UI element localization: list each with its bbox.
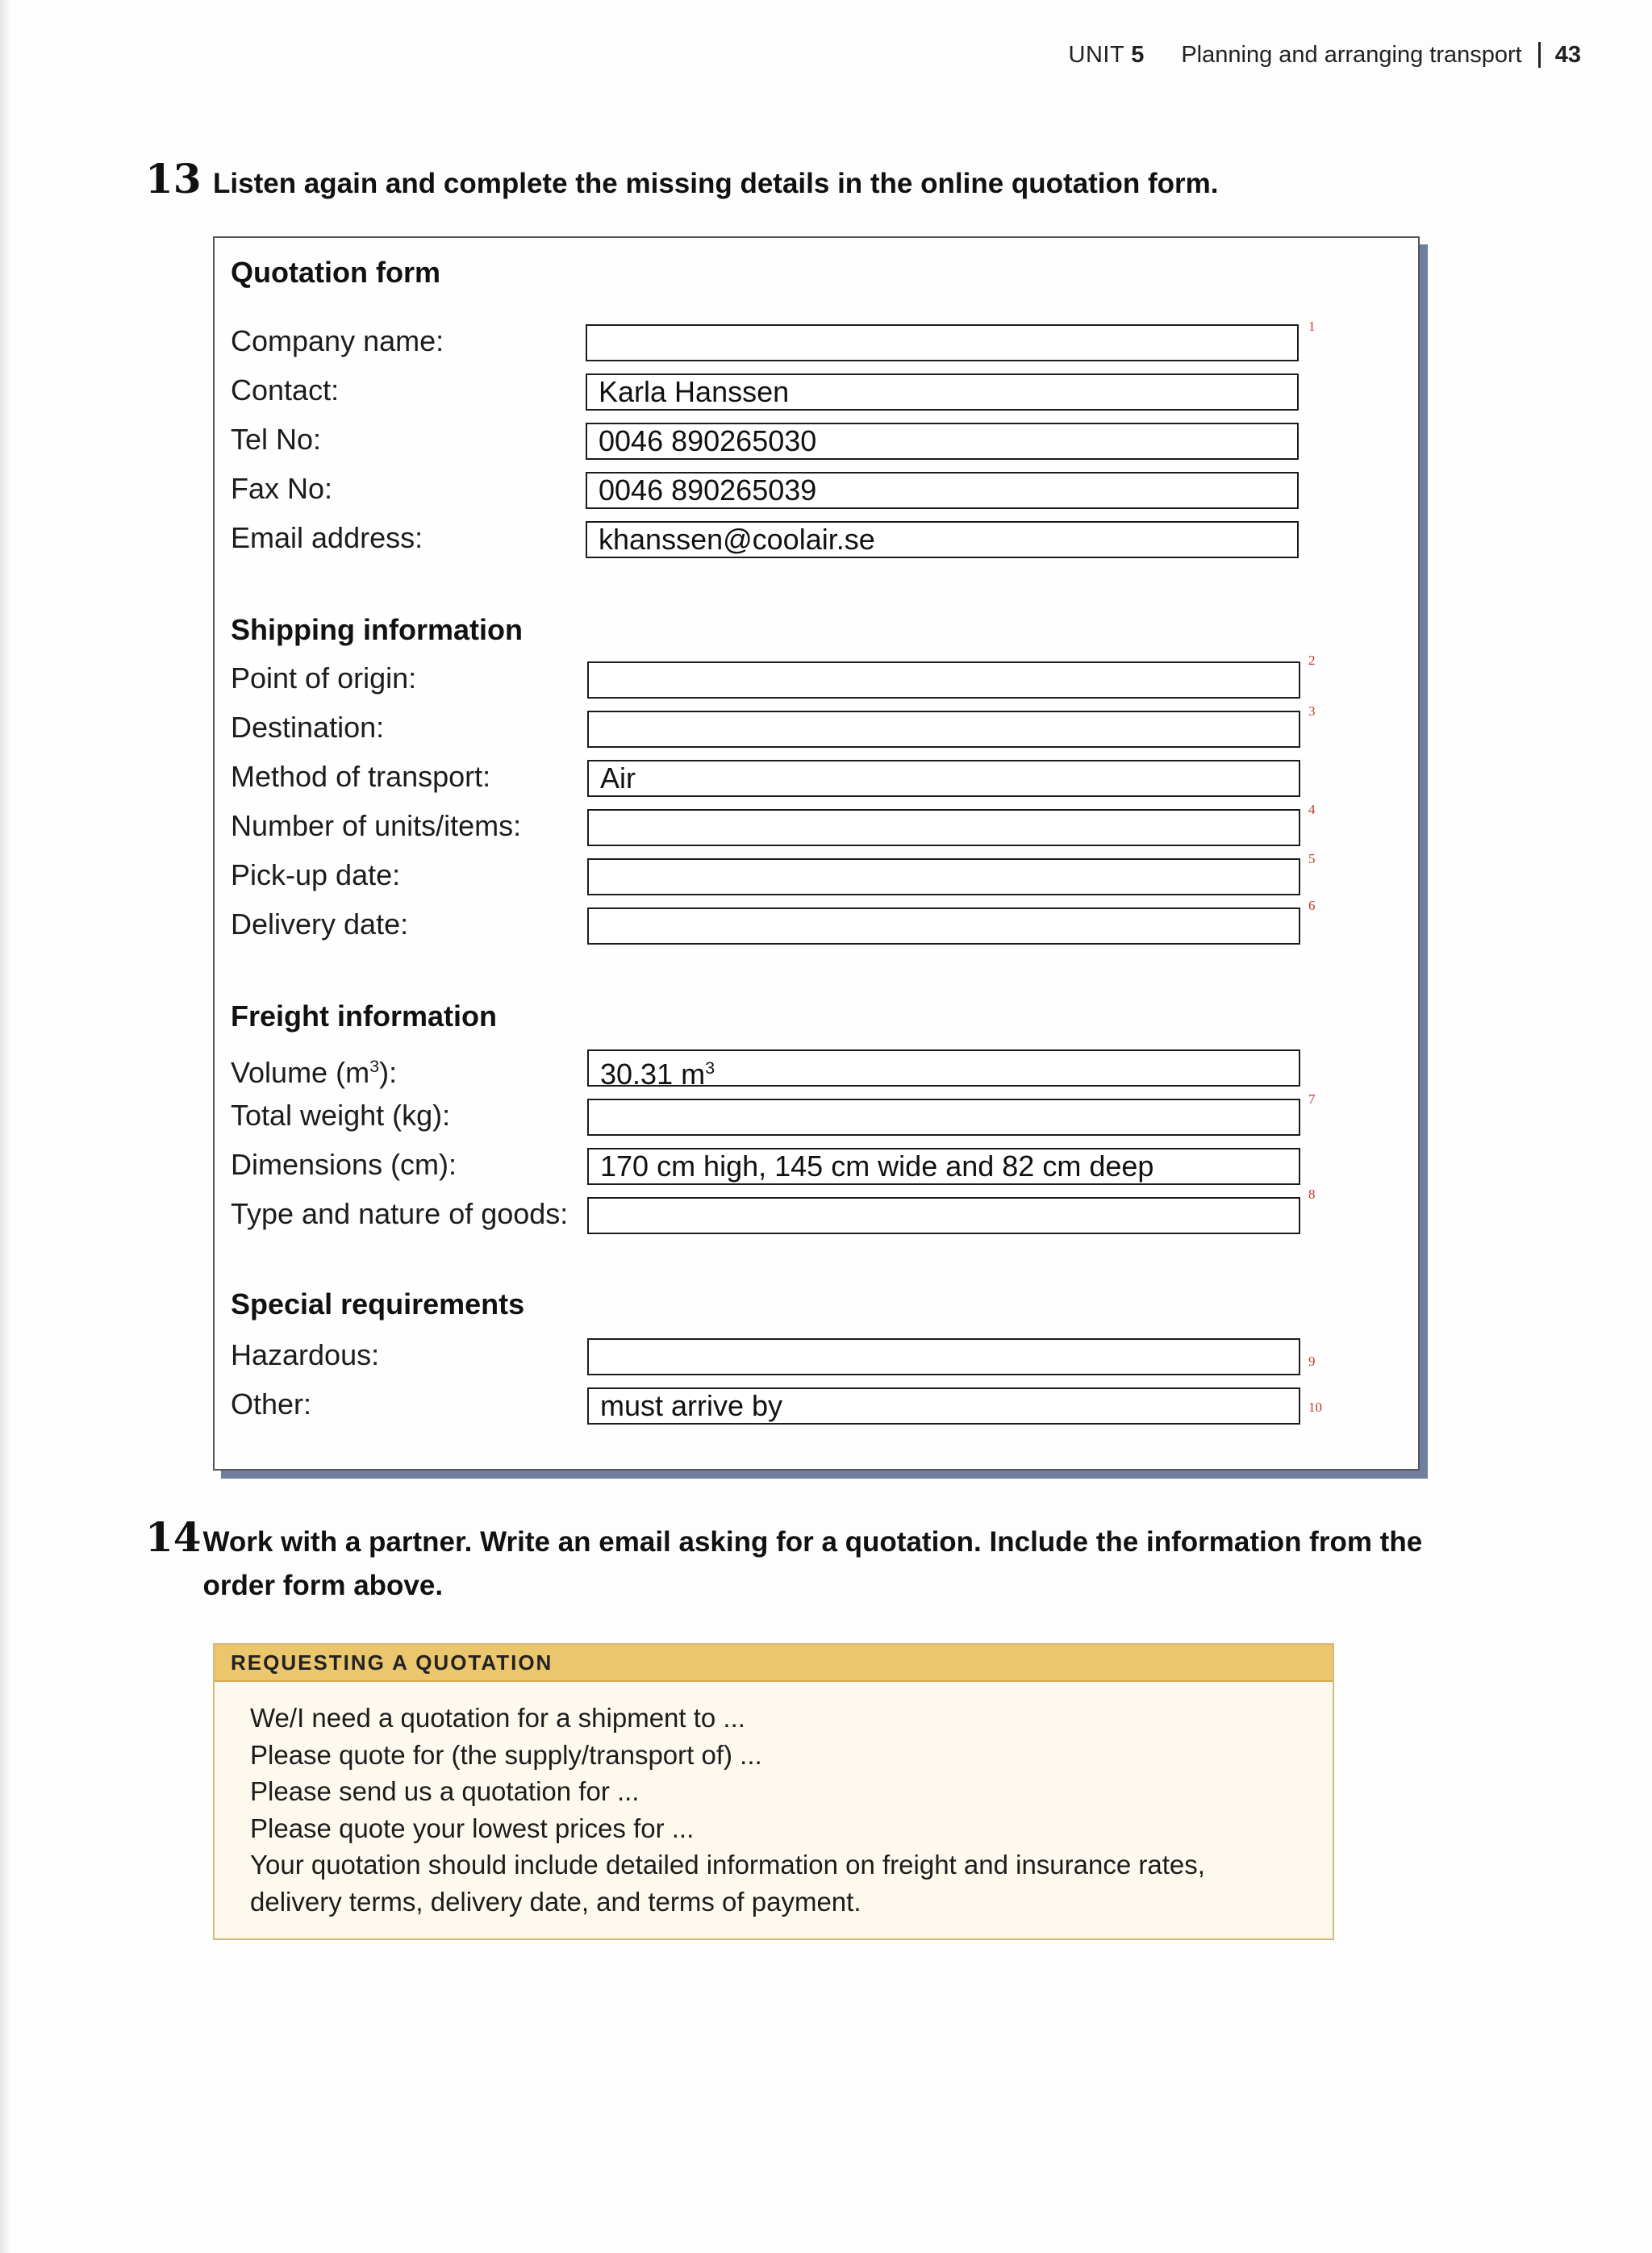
quotation-form: [213, 236, 1420, 1471]
header-divider: [1538, 42, 1541, 68]
company-name-field[interactable]: [586, 324, 1299, 361]
field-label: Dimensions (cm):: [231, 1148, 457, 1181]
answer-marker: 3: [1308, 703, 1316, 719]
field-label: Method of transport:: [231, 760, 491, 793]
phrase-item: delivery terms, delivery date, and terms of payment.: [250, 1886, 861, 1917]
phrase-item: Please quote your lowest prices for ...: [250, 1813, 695, 1843]
requesting-quotation-box: [213, 1643, 1334, 1940]
phrase-item: Please quote for (the supply/transport of) ...: [250, 1739, 762, 1770]
delivery-date-field[interactable]: [587, 907, 1300, 945]
answer-marker: 4: [1308, 802, 1316, 817]
volume-field[interactable]: 30.31 $m^3$: [587, 1049, 1300, 1087]
answer-marker: 1: [1308, 319, 1316, 334]
pick-up-date-field[interactable]: [587, 858, 1300, 895]
field-label: Point of origin:: [231, 661, 417, 695]
exercise-13: [145, 155, 1219, 206]
exercise-instruction: Work with a partner. Write an email asking for a quotation. Include the information from the order form above.: [202, 1526, 1423, 1601]
fax-field[interactable]: 0046 890265039: [586, 472, 1299, 509]
exercise-14: [145, 1513, 1452, 1608]
dimensions-field[interactable]: 170 cm high, 145 cm wide and 82 cm deep: [587, 1148, 1300, 1185]
field-label: Delivery date:: [231, 907, 409, 941]
field-label: Total weight (kg):: [231, 1099, 451, 1132]
unit-title: Planning and arranging transport: [1181, 41, 1522, 68]
exercise-number: 13: [145, 155, 202, 202]
answer-marker: 7: [1308, 1091, 1316, 1107]
form-row-contact: [215, 366, 1418, 415]
field-label: Other:: [231, 1387, 312, 1421]
number-of-units-field[interactable]: [587, 809, 1300, 846]
form-row-delivery-date: [215, 900, 1418, 949]
form-row-number-of-units: [215, 802, 1418, 850]
field-label: Type and nature of goods:: [231, 1197, 569, 1230]
field-label: Pick-up date:: [231, 858, 401, 891]
point-of-origin-field[interactable]: [587, 661, 1300, 699]
form-row-destination: [215, 703, 1418, 752]
contact-field[interactable]: Karla Hanssen: [586, 373, 1299, 411]
phrase-item: Your quotation should include detailed information on freight and insurance rates,: [250, 1850, 1205, 1880]
form-title: Quotation form: [231, 256, 440, 289]
field-label: Destination:: [231, 711, 385, 744]
field-label: Company name:: [231, 324, 444, 357]
field-label: Contact:: [231, 373, 340, 407]
form-row-point-of-origin: [215, 654, 1418, 703]
form-row-company-name: [215, 317, 1418, 365]
other-field[interactable]: must arrive by: [587, 1387, 1300, 1425]
form-row-fax: [215, 465, 1418, 513]
tel-field[interactable]: 0046 890265030: [586, 423, 1299, 460]
unit-number: 5: [1131, 41, 1145, 68]
page-number: 43: [1554, 41, 1581, 68]
email-field[interactable]: khanssen@coolair.se: [586, 521, 1299, 558]
form-row-volume: [215, 1042, 1418, 1091]
field-label: Hazardous:: [231, 1338, 380, 1371]
answer-marker: 6: [1308, 898, 1316, 913]
form-row-method-of-transport: [215, 753, 1418, 801]
field-label: Fax No:: [231, 472, 333, 505]
field-label: Tel No:: [231, 423, 322, 456]
field-label: Email address:: [231, 521, 423, 554]
form-row-other: [215, 1380, 1418, 1429]
form-row-total-weight: [215, 1091, 1418, 1140]
unit-label: UNIT: [1068, 41, 1125, 68]
form-row-email: [215, 514, 1418, 562]
form-row-pick-up-date: [215, 851, 1418, 899]
field-label: Volume $(m^3)$:: [231, 1056, 398, 1089]
page-header: [1069, 39, 1581, 71]
destination-field[interactable]: [587, 711, 1300, 748]
answer-marker: 2: [1308, 653, 1316, 668]
type-of-goods-field[interactable]: [587, 1197, 1300, 1234]
form-row-type-of-goods: [215, 1187, 1418, 1238]
freight-section-title: Freight information: [231, 999, 497, 1033]
shipping-section-title: Shipping information: [231, 613, 523, 646]
answer-marker: 8: [1308, 1187, 1316, 1202]
phrase-item: We/I need a quotation for a shipment to ...: [250, 1703, 745, 1733]
total-weight-field[interactable]: [587, 1099, 1300, 1136]
method-of-transport-field[interactable]: Air: [587, 760, 1300, 797]
field-label: Number of units/items:: [231, 809, 522, 842]
hazardous-field[interactable]: [587, 1338, 1300, 1375]
phrase-item: Please send us a quotation for ...: [250, 1776, 640, 1806]
exercise-number: 14: [145, 1513, 202, 1561]
form-row-tel: [215, 415, 1418, 464]
answer-marker: 5: [1308, 851, 1316, 866]
phrase-box-heading: REQUESTING A QUOTATION: [215, 1645, 1333, 1682]
answer-marker: 10: [1308, 1400, 1322, 1415]
page-edge-shadow: [0, 0, 11, 2253]
exercise-instruction: Listen again and complete the missing details in the online quotation form.: [213, 168, 1219, 199]
special-section-title: Special requirements: [231, 1287, 525, 1321]
answer-marker: 9: [1308, 1354, 1316, 1369]
form-row-dimensions: [215, 1141, 1418, 1189]
form-row-hazardous: [215, 1331, 1418, 1379]
phrase-list: [215, 1682, 1333, 1920]
